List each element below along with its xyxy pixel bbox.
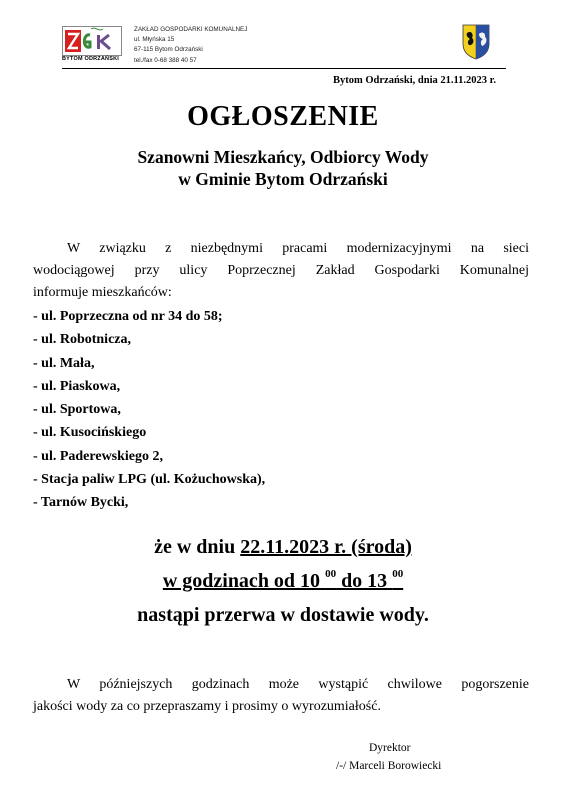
notice-hours-from-minutes: 00 — [325, 568, 337, 581]
list-item: - ul. Kusocińskiego — [33, 425, 147, 441]
notice-hours-to: do 13 — [336, 570, 393, 592]
list-item: - ul. Poprzeczna od nr 34 do 58; — [33, 309, 223, 324]
signature-role: Dyrektor — [369, 742, 411, 754]
list-item: - ul. Piaskowa, — [33, 378, 121, 394]
notice-hours-line — [0, 564, 566, 598]
closing-line-2: jakości wody za co przepraszamy i prosimy o wyrozumiałość. — [33, 699, 381, 714]
notice-date-prefix: że w dniu — [154, 536, 241, 558]
notice-outage-line: nastąpi przerwa w dostawie wody. — [137, 604, 429, 626]
notice-date-line — [0, 530, 566, 564]
company-info — [134, 25, 247, 66]
list-item: - Stacja paliw LPG (ul. Kożuchowska), — [33, 472, 266, 488]
company-city: 67-115 Bytom Odrzański — [134, 46, 203, 54]
list-item: - ul. Robotnicza, — [33, 332, 131, 348]
list-item: - ul. Paderewskiego 2, — [33, 448, 164, 464]
document-subtitle — [0, 146, 566, 190]
logo-caption: BYTOM ODRZAŃSKI — [62, 56, 119, 62]
company-phone: tel./fax 0-68 388 40 57 — [134, 56, 197, 64]
list-item: - ul. Sportowa, — [33, 402, 121, 418]
closing-line-1: W późniejszych godzinach może wystąpić chwilowe pogorszenie — [67, 677, 529, 692]
signature-block — [336, 739, 441, 775]
intro-line-3: informuje mieszkańców: — [33, 285, 172, 300]
street-list — [33, 305, 265, 515]
intro-line-2: wodociągowej przy ulicy Poprzecznej Zakład Gospodarki Komunalnej — [33, 263, 529, 278]
signature-name: /-/ Marceli Borowiecki — [336, 760, 442, 772]
notice-hours-to-minutes: 00 — [392, 568, 404, 581]
zgk-logo-mark — [62, 26, 122, 56]
coat-of-arms-icon — [462, 24, 490, 60]
closing-paragraph — [33, 674, 529, 718]
document-title: OGŁOSZENIE — [187, 101, 379, 132]
document-date: Bytom Odrzański, dnia 21.11.2023 r. — [333, 75, 496, 86]
outage-notice — [0, 530, 566, 632]
list-item: - ul. Mała, — [33, 355, 95, 371]
intro-paragraph — [33, 238, 529, 304]
subtitle-line-1: Szanowni Mieszkańcy, Odbiorcy Wody — [137, 147, 429, 167]
company-street: ul. Młyńska 15 — [134, 36, 175, 44]
header-divider — [62, 68, 506, 69]
list-item: - Tarnów Bycki, — [33, 495, 129, 511]
intro-line-1: W związku z niezbędnymi pracami modernizacyjnymi na sieci — [67, 241, 529, 256]
company-name: ZAKŁAD GOSPODARKI KOMUNALNEJ — [134, 26, 248, 33]
subtitle-line-2: w Gminie Bytom Odrzański — [178, 169, 388, 189]
notice-hours-from: w godzinach od 10 — [162, 570, 326, 592]
zgk-logo — [62, 26, 120, 64]
notice-date: 22.11.2023 r. (środa) — [240, 536, 412, 558]
